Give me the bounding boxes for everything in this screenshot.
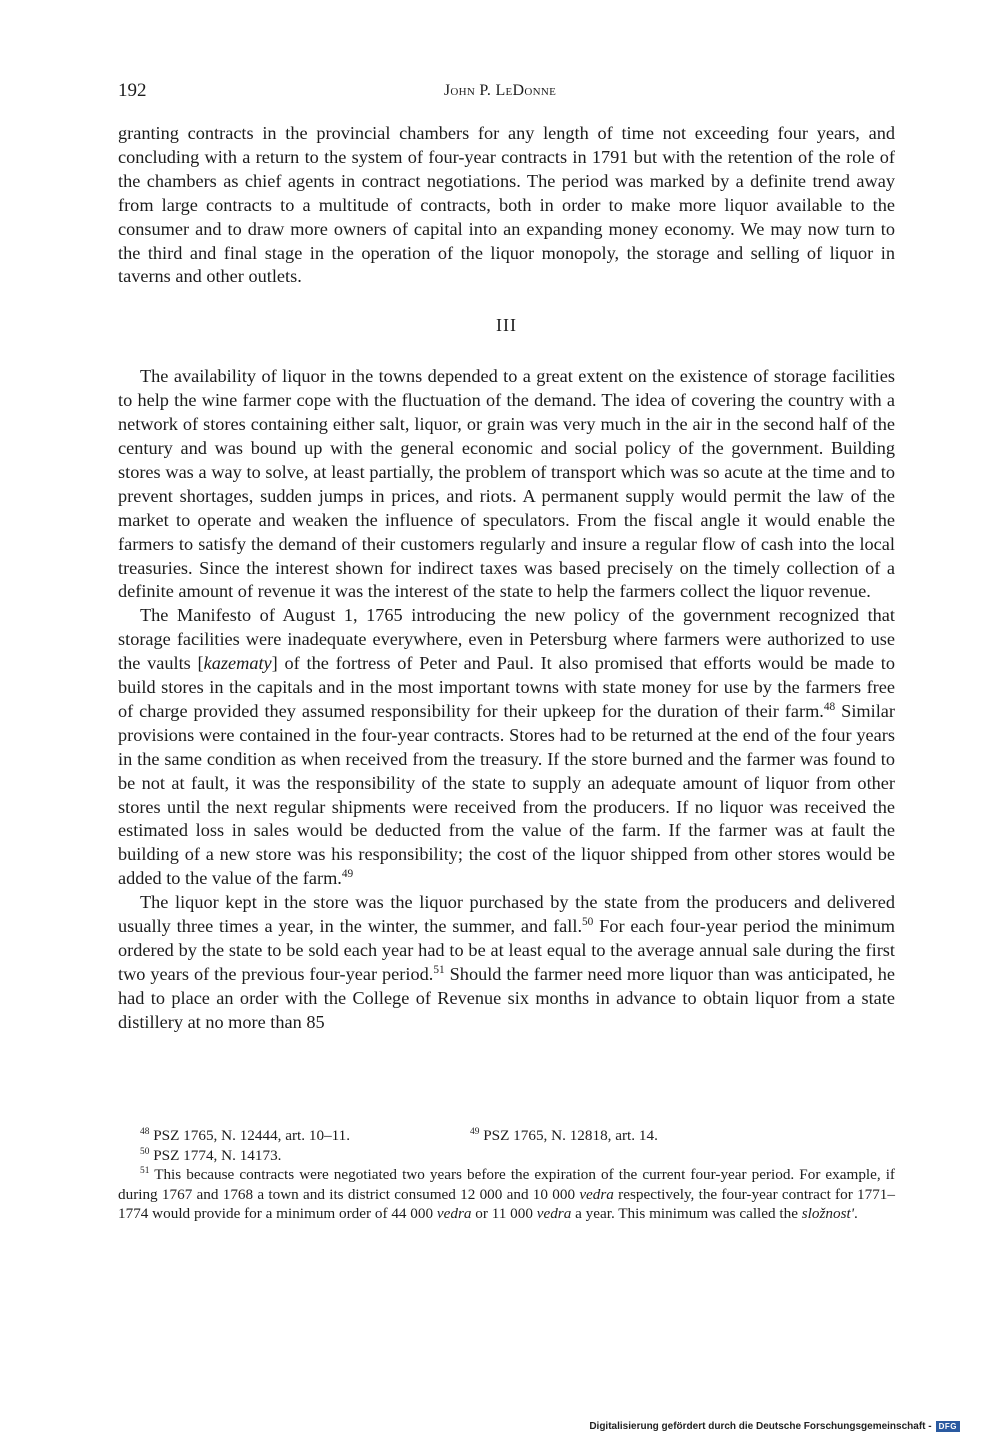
page-number: 192 <box>118 80 147 101</box>
paragraph-2: The availability of liquor in the towns depended to a great extent on the existence of storage facilities to help the wine farmer cope with the fluctuation of the demand. The idea of covering the country with a network of stores containing either salt, liquor, or grain was very much in the air in the second half of the century and was bound up with the general economic and social policy of the government. Building stores was a way to solve, at least partially, the problem of transport which was so acute at the time and to prevent shortages, sudden jumps in prices, and riots. A permanent supply would permit the law of the market to operate and weaken the influence of speculators. From the fiscal angle it would enable the farmers to satisfy the demand of their customers regularly and insure a regular flow of cash into the local treasuries. Since the interest shown for indirect taxes was based precisely on the timely collection of a definite amount of revenue it was the interest of the state to help the farmers collect the liquor revenue. <box>118 366 895 602</box>
paragraph-4-text-c: Should the farmer need more liquor than was anticipated, he had to place an order with the College of Revenue six months in advance to obtain liquor from a state distillery at no more than 85 <box>118 963 895 1032</box>
paragraph-3-text-b: ] of the fortress of Peter and Paul. It also promised that efforts would be made to build stores in the capitals and in the most important towns with state money for use by the farmers free of charge provided they assumed responsibility for their upkeep for the duration of their farm. <box>118 653 895 721</box>
footnote-49 <box>470 1126 658 1146</box>
paragraph-1: granting contracts in the provincial chambers for any length of time not exceeding four years, and concluding with a return to the system of four-year contracts in 1791 but with the retention of the role of the chambers as chief agents in contract negotiations. The period was marked by a definite trend away from large contracts to a multitude of contracts, both in order to make more liquor available to the consumer and to draw more owners of capital into an expanding money economy. We may now turn to the third and final stage in the operation of the liquor monopoly, the storage and selling of liquor in taverns and other outlets. <box>118 123 895 287</box>
digitization-credit <box>589 1421 960 1432</box>
paragraph-3-text-c: Similar provisions were contained in the four-year contracts. Stores had to be returned at the end of the four years in the same condition as when received from the treasury. If the store burned and the farmer was found to be not at fault, it was the responsibility of the state to supply an adequate amount of liquor from other stores until the next regular shipments were received from the producers. If no liquor was received the estimated loss in sales would be deducted from the value of the farm. If the farmer was at fault the building of a new store was his responsibility; the cost of the liquor shipped from other stores would be added to the value of the farm. <box>118 700 895 889</box>
footnote-number: 50 <box>140 1146 150 1157</box>
term-vedra: vedra <box>579 1185 614 1203</box>
term-kazematy: kazematy <box>203 653 272 674</box>
footnote-48 <box>118 1126 470 1146</box>
footnote-51-text-c: or 11 000 <box>471 1205 537 1223</box>
footnote-ref-48[interactable]: 48 <box>823 700 836 713</box>
paragraph-4 <box>118 891 895 1034</box>
paragraph-4-text-b: For each four-year period the minimum ordered by the state to be sold each year had to be at least equal to the average annual sale during the first two years of the previous four-year period. <box>118 916 895 984</box>
footnote-ref-51[interactable]: 51 <box>433 963 445 976</box>
footnote-51 <box>118 1165 895 1224</box>
footnote-number: 48 <box>140 1127 150 1138</box>
footnote-text: PSZ 1774, N. 14173. <box>153 1146 282 1164</box>
footnote-text: PSZ 1765, N. 12818, art. 14. <box>483 1127 658 1144</box>
footnote-number: 49 <box>470 1127 480 1138</box>
body-text <box>118 122 895 1035</box>
footnote-ref-50[interactable]: 50 <box>582 916 594 929</box>
dfg-logo: DFG <box>936 1421 960 1432</box>
term-sloznost: složnost' <box>801 1205 854 1223</box>
footnotes <box>118 1126 895 1224</box>
footnote-51-text-b: respectively, the four-year contract for 1771–1774 would provide for a minimum order of 44 000 <box>118 1185 895 1223</box>
footnote-ref-49[interactable]: 49 <box>341 868 354 881</box>
footnote-text: PSZ 1765, N. 12444, art. 10–11. <box>153 1127 351 1144</box>
term-vedra: vedra <box>436 1205 472 1223</box>
paragraph-3-text-a: The Manifesto of August 1, 1765 introducing the new policy of the government recognized that storage facilities were inadequate everywhere, even in Petersburg where farmers were authorized to use the vaults [ <box>118 605 895 674</box>
footnote-51-text-d: a year. This minimum was called the <box>571 1205 802 1223</box>
section-heading: III <box>496 315 517 336</box>
paragraph-4-text-a: The liquor kept in the store was the liquor purchased by the state from the producers and delivered usually three times a year, in the winter, the summer, and fall. <box>118 892 895 937</box>
term-vedra: vedra <box>536 1205 572 1223</box>
footnote-51-text-a: This because contracts were negotiated two years before the expiration of the current four-year period. For example, if during 1767 and 1768 a town and its district consumed 12 000 and 10 000 <box>118 1166 895 1203</box>
running-head: John P. LeDonne <box>443 82 557 99</box>
credit-text: Digitalisierung gefördert durch die Deutsche Forschungsgemeinschaft - <box>589 1421 932 1432</box>
footnote-50 <box>118 1146 895 1166</box>
footnote-number: 51 <box>140 1166 150 1177</box>
footnote-row-48-49 <box>118 1126 895 1146</box>
footnote-51-text-e: . <box>853 1205 858 1223</box>
paragraph-3 <box>118 604 895 891</box>
